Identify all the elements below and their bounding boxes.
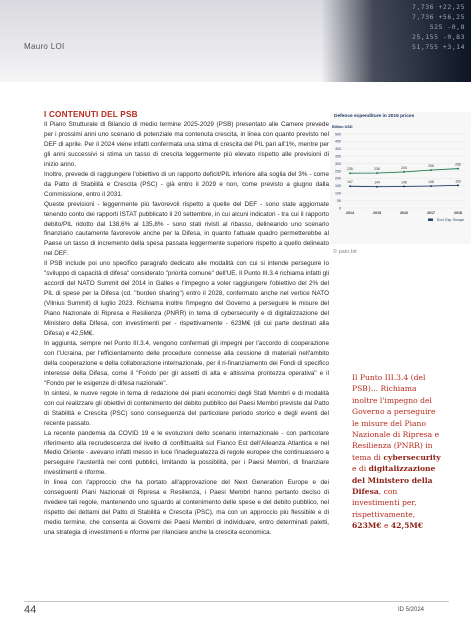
chart-data-point bbox=[376, 172, 378, 174]
ticker-lines bbox=[355, 2, 465, 52]
chart-credit: © pato.bit bbox=[333, 249, 357, 255]
pull-quote-bold: 42,5M€ bbox=[390, 521, 424, 531]
pull-quote-text: , con investimenti per, rispettivamente, bbox=[352, 487, 417, 519]
chart-data-label: 146 bbox=[401, 180, 407, 185]
issue-label: ID 5/2024 bbox=[398, 607, 425, 613]
chart-legend-label: Excl. Exp. Europe bbox=[437, 218, 464, 222]
stock-ticker-image bbox=[321, 0, 471, 82]
chart-data-point bbox=[349, 172, 351, 174]
chart-y-tick-label: 400 bbox=[335, 147, 341, 152]
paragraph: In linea con l'approccio che ha portato all'approvazione del Next Generation Europe e dei conseguenti Piani Nazionali di Ripresa e Resilienza, i Paesi Membri hanno pertanto deciso di rivedere tali regole, mantenendo uno sguardo al contenimento delle spese e del debito pubblico, nel rispetto dei dettami del Patto di Stabilità e Crescita (PSC), ma con un approccio più flessibile e di medio termine, che consenta ai Governi dei Paesi Membri di individuare, entro determinati paletti, una strategia di investimenti e riforme per rilanciare anche la crescita economica. bbox=[44, 479, 329, 537]
ticker-line: 51,755 +3,14 bbox=[412, 43, 465, 51]
chart-data-point bbox=[430, 185, 432, 187]
chart-data-point bbox=[430, 169, 432, 171]
chart-y-tick-label: 100 bbox=[335, 191, 341, 196]
pull-quote-text: e bbox=[381, 521, 391, 531]
chart-data-point bbox=[403, 171, 405, 173]
chart-data-label: 235 bbox=[347, 167, 353, 172]
pull-quote bbox=[352, 372, 442, 532]
defence-expenditure-chart bbox=[330, 112, 471, 244]
chart-x-tick-label: 2017 bbox=[427, 211, 435, 215]
chart-data-point bbox=[376, 186, 378, 188]
chart-data-label: 266 bbox=[455, 162, 461, 167]
pull-quote-bold: 623M€ bbox=[352, 521, 382, 531]
chart-y-label: Billion USD bbox=[332, 125, 353, 129]
chart-legend-swatch bbox=[428, 219, 433, 221]
paragraph: In sintesi, le nuove regole in tema di redazione dei piani economici degli Stati Membri e di modalità con cui realizzare gli obiettivi di contenimento del debito pubblico dei Paesi Membri previste dal Patto di Stabilità e Crescita (PSC) sono conseguenza del particolare periodo storico e degli eventi del recente passato. bbox=[44, 389, 329, 427]
paragraph: Inoltre, prevede di raggiungere l'obiettivo di un rapporto deficit/PIL inferiore alla soglia del 3% - come da Patto di Stabilità e Crescita (PSC) - già entro il 2029 e non, come previsto a giugno dalla Commissione, entro il 2031. bbox=[44, 170, 329, 198]
paragraph: Il PSB include poi uno specifico paragrafo dedicato alle modalità con cui si intende perseguire lo "sviluppo di capacità di difesa" considerato "priorità comune" dell'UE. Il Punto III.3.4 richiama infatti gli accordi del NATO Summit del 2014 in Galles e l'impegno a voler raggiungere l'obiettivo del 2% del PIL di spese per la Difesa (cd. "burden sharing") entro il 2028, confermato anche nel vertice NATO (Vilnius Summit) di luglio 2023. Richiama inoltre l'impegno del Governo a perseguire le misure del Piano Nazionale di Ripresa e Resilienza (PNRR) in tema di cybersecurity e di digitalizzazione del Ministero della Difesa, con investimenti per - rispettivamente - 623M€ (di cui parte destinati alla Difesa) e 42,5M€. bbox=[44, 260, 329, 338]
section-title: I CONTENUTI DEL PSB bbox=[44, 110, 138, 119]
chart-y-tick-label: 450 bbox=[335, 139, 341, 144]
chart-y-tick-label: 350 bbox=[335, 154, 341, 159]
page-number: 44 bbox=[24, 604, 37, 616]
chart-title: Defence expenditure in 2015 prices bbox=[334, 114, 415, 119]
chart-y-tick-label: 200 bbox=[335, 176, 341, 181]
pull-quote-text: Il Punto III.3.4 (del PSB)... Richiama inoltre l'impegno del Governo a perseguire le misure del Piano Nazionale di Ripresa e Resilienza (PNRR) in tema di bbox=[352, 373, 440, 462]
chart-data-label: 236 bbox=[374, 167, 380, 172]
chart-y-tick-label: 300 bbox=[335, 161, 341, 166]
pull-quote-text: e di bbox=[352, 464, 369, 474]
chart-plot bbox=[330, 112, 471, 244]
chart-data-point bbox=[457, 168, 459, 170]
paragraph: In aggiunta, sempre nel Punto III.3.4, vengono confermati gli impegni per l'accordo di cooperazione con l'Ucraina, per l'efficientamento delle procedure connesse alla cessione di materiali nell'ambito della cooperazione e della collaborazione internazionale, per il ri-finanziamento dei Fondi di specifico interesse della Difesa, come il "Fondo per gli assetti di alta e altissima prontezza operativa" e il "Fondo per le esigenze di difesa nazionale". bbox=[44, 339, 329, 387]
paragraph: Il Piano Strutturale di Bilancio di medio termine 2025-2029 (PSB) presentato alle Camere prevede per i prossimi anni uno scenario di potenziale ma contenuta crescita, in linea con quanto previsto nel DEF di aprile. Per il 2024 viene infatti confermata una stima di crescita del PIL pari all'1%, mentre per gli anni successivi si stima un tasso di crescita leggermente più elevato rispetto alle previsioni di inizio anno. bbox=[44, 121, 329, 168]
chart-x-tick-label: 2015 bbox=[373, 211, 381, 215]
chart-data-point bbox=[457, 184, 459, 186]
chart-y-tick-label: 500 bbox=[335, 132, 341, 137]
chart-data-point bbox=[349, 185, 351, 187]
chart-y-tick-label: 0 bbox=[339, 206, 341, 211]
paragraph: Queste previsioni - leggermente più favorevoli rispetto a quelle del DEF - sono state aggiornate tenendo conto dei rapporti ISTAT pubblicato il 20 settembre, in cui alcuni indicatori - tra cui il rapporto debito/PIL ridotto dal 138,6% al 135,8% - sono stati rivisti al ribasso, delineando uno scenario finanziario cautamente favorevole anche per la Difesa, in quanto l'attuale quadro permetterebbe al Paese un tasso di incremento della spesa passata leggermente superiore rispetto a quello delineato nel DEF. bbox=[44, 200, 329, 258]
chart-y-tick-label: 150 bbox=[335, 184, 341, 189]
paragraph: La recente pandemia da COVID 19 e le evoluzioni dello scenario internazionale - con particolare riferimento alla recrudescenza del livello di conflittualità sul Fianco Est dell'Alleanza Atlantica e nel Medio Oriente - avevano infatti messo in luce l'inadeguatezza di regole europee che continuassero a perseguire l'austerità nei conti pubblici, limitando la possibilità, per i Paesi Membri, di finanziare investimenti e riforme. bbox=[44, 429, 329, 477]
chart-y-tick-label: 50 bbox=[337, 198, 341, 203]
chart-data-label: 148 bbox=[428, 180, 434, 185]
chart-x-tick-label: 2016 bbox=[400, 211, 408, 215]
ticker-line: 25,155 -0,83 bbox=[412, 33, 465, 41]
ticker-line: 7,736 +56,25 bbox=[412, 13, 465, 21]
pull-quote-bold: cybersecurity bbox=[383, 452, 441, 462]
chart-data-label: 244 bbox=[401, 165, 407, 170]
pull-quote-bold: digitalizzazione del Ministero della Difesa bbox=[352, 464, 436, 497]
chart-data-label: 256 bbox=[428, 164, 434, 169]
ticker-line: 525 -0,8 bbox=[429, 23, 465, 31]
chart-data-label: 144 bbox=[374, 180, 380, 185]
chart-x-tick-label: 2018 bbox=[454, 211, 462, 215]
chart-data-label: 153 bbox=[455, 179, 461, 184]
ticker-line: 7,736 +22,25 bbox=[412, 3, 465, 11]
chart-data-point bbox=[403, 185, 405, 187]
header-banner bbox=[0, 0, 471, 82]
chart-data-label: 147 bbox=[347, 180, 353, 185]
article-body bbox=[44, 120, 329, 538]
author-name: Mauro LOI bbox=[24, 42, 65, 51]
footer-divider bbox=[24, 601, 449, 602]
chart-y-tick-label: 250 bbox=[335, 169, 341, 174]
chart-x-tick-label: 2014 bbox=[346, 211, 354, 215]
